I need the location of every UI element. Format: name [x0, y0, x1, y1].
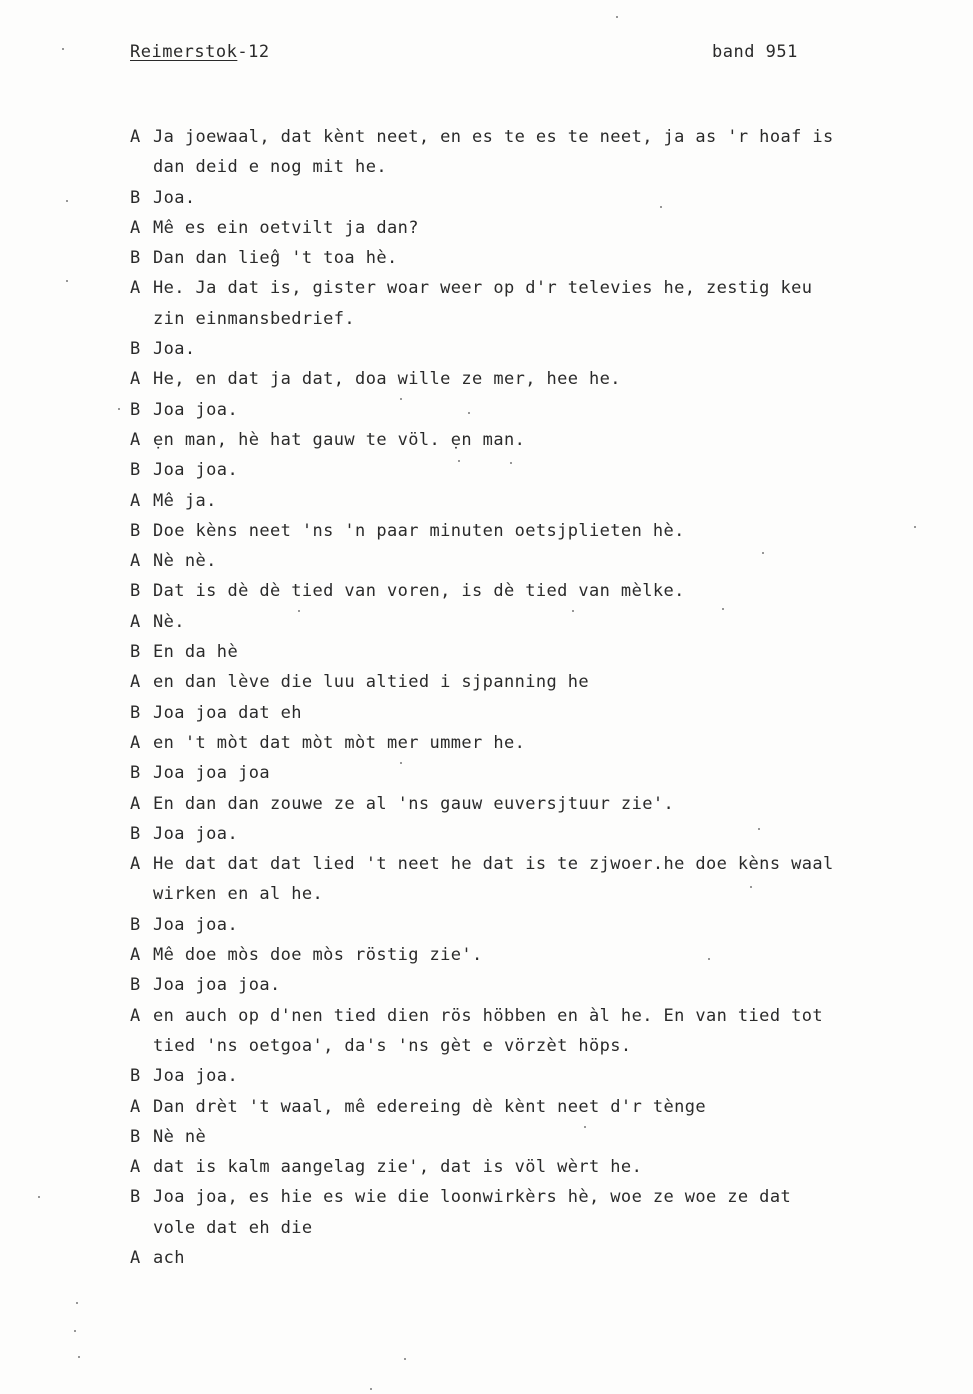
scan-speck	[370, 1388, 372, 1390]
speaker-label: A	[130, 1247, 141, 1268]
scan-speck	[572, 610, 574, 612]
scan-speck	[510, 462, 512, 464]
utterance-text: He dat dat dat lied 't neet he dat is te zjwoer.he doe kèns waal	[153, 854, 834, 875]
document-title-number: -12	[237, 42, 270, 62]
scan-speck	[708, 958, 710, 960]
transcript-line	[130, 425, 960, 455]
transcript-line	[130, 758, 960, 788]
speaker-label: B	[130, 248, 141, 269]
transcript-line-continuation	[130, 879, 960, 909]
scan-speck	[298, 610, 300, 612]
utterance-text: Joa joa, es hie es wie die loonwirkèrs hè, woe ze woe ze dat	[153, 1187, 792, 1208]
transcript-line	[130, 819, 960, 849]
utterance-text: vole dat eh die	[153, 1217, 313, 1238]
speaker-label: B	[130, 520, 141, 541]
utterance-text: dat is kalm aangelag zie', dat is völ wèrt he.	[153, 1157, 643, 1178]
speaker-label: B	[130, 581, 141, 602]
scan-speck	[914, 526, 916, 528]
speaker-label: A	[130, 217, 141, 238]
speaker-label: B	[130, 399, 141, 420]
speaker-label: A	[130, 732, 141, 753]
utterance-text: Joa joa joa	[153, 763, 270, 784]
speaker-label: A	[130, 945, 141, 966]
transcript-line-continuation	[130, 304, 960, 334]
scan-speck	[404, 1358, 406, 1360]
utterance-text: Dat is dè dè tied van voren, is dè tied van mèlke.	[153, 581, 685, 602]
speaker-label: B	[130, 1066, 141, 1087]
transcript-line	[130, 1061, 960, 1091]
utterance-text: en auch op d'nen tied dien rös höbben en àl he. En van tied tot	[153, 1005, 823, 1026]
speaker-label: A	[130, 1096, 141, 1117]
utterance-text: En da hè	[153, 642, 239, 663]
transcript-line	[130, 243, 960, 273]
transcript-line	[130, 183, 960, 213]
transcript-line	[130, 1092, 960, 1122]
utterance-text: Mê es ein oetvilt ja dan?	[153, 217, 419, 238]
transcript-line	[130, 728, 960, 758]
speaker-label: A	[130, 369, 141, 390]
utterance-text: Doe kèns neet 'ns 'n paar minuten oetsjplieten hè.	[153, 520, 685, 541]
document-title-name: Reimerstok	[130, 42, 238, 62]
transcript-body	[130, 122, 960, 1273]
scan-speck	[660, 206, 662, 208]
utterance-text: Joa joa.	[153, 460, 239, 481]
utterance-text: En dan dan zouwe ze al 'ns gauw euversjtuur zie'.	[153, 793, 675, 814]
scan-speck	[400, 398, 402, 400]
scan-speck	[66, 200, 68, 202]
scan-speck	[66, 280, 68, 282]
speaker-label: A	[130, 429, 141, 450]
scan-speck	[400, 762, 402, 764]
utterance-text: wirken en al he.	[153, 884, 324, 905]
speaker-label: A	[130, 672, 141, 693]
scan-speck	[468, 412, 470, 414]
utterance-text: Dan dan lieĝ 't toa hè.	[153, 248, 398, 269]
speaker-label: B	[130, 1126, 141, 1147]
speaker-label: A	[130, 551, 141, 572]
scan-speck	[584, 1126, 586, 1128]
speaker-label: B	[130, 763, 141, 784]
utterance-text: ach	[153, 1247, 185, 1268]
scan-speck	[74, 1330, 76, 1332]
speaker-label: B	[130, 823, 141, 844]
transcript-line-continuation	[130, 1213, 960, 1243]
scan-speck	[458, 460, 460, 462]
transcript-line	[130, 516, 960, 546]
speaker-label: B	[130, 914, 141, 935]
utterance-text: Ja joewaal, dat kènt neet, en es te es te neet, ja as 'r hoaf is	[153, 127, 834, 147]
scan-speck	[76, 1302, 78, 1304]
utterance-text: Nè.	[153, 611, 185, 632]
transcript-line-continuation	[130, 152, 960, 182]
utterance-text: zin einmansbedrief.	[153, 308, 356, 329]
utterance-text: Joa joa.	[153, 1066, 239, 1087]
transcript-line	[130, 455, 960, 485]
utterance-text: Joa joa joa.	[153, 975, 281, 996]
speaker-label: A	[130, 1157, 141, 1178]
transcript-line	[130, 667, 960, 697]
utterance-text: He, en dat ja dat, doa wille ze mer, hee he.	[153, 369, 621, 390]
transcript-line	[130, 273, 960, 303]
speaker-label: A	[130, 1005, 141, 1026]
speaker-label: A	[130, 127, 141, 147]
utterance-text: Mê ja.	[153, 490, 217, 511]
transcript-line	[130, 1243, 960, 1273]
scan-speck	[62, 48, 64, 50]
transcript-line	[130, 698, 960, 728]
utterance-text: Nè nè	[153, 1126, 207, 1147]
utterance-text: Joa.	[153, 339, 196, 360]
speaker-label: A	[130, 278, 141, 299]
utterance-text: en dan lève die luu altied i sjpanning he	[153, 672, 590, 693]
utterance-text: Joa joa.	[153, 914, 239, 935]
utterance-text: ẹn man, hè hat gauw te völ. ẹn man.	[153, 429, 526, 450]
transcript-line	[130, 970, 960, 1000]
transcript-line	[130, 637, 960, 667]
scan-speck	[38, 1196, 40, 1198]
transcript-line	[130, 1182, 960, 1212]
utterance-text: tied 'ns oetgoa', da's 'ns gèt e vörzèt höps.	[153, 1035, 632, 1056]
utterance-text: Joa joa dat eh	[153, 702, 302, 723]
transcript-line	[130, 1152, 960, 1182]
document-title	[130, 42, 270, 62]
scan-speck	[118, 408, 120, 410]
utterance-text: He. Ja dat is, gister woar weer op d'r televies he, zestig keu	[153, 278, 813, 299]
speaker-label: B	[130, 702, 141, 723]
transcript-line	[130, 486, 960, 516]
transcript-line	[130, 1001, 960, 1031]
transcript-line	[130, 576, 960, 606]
utterance-text: Joa.	[153, 187, 196, 208]
transcript-line-continuation	[130, 1031, 960, 1061]
speaker-label: B	[130, 642, 141, 663]
speaker-label: B	[130, 460, 141, 481]
transcript-line	[130, 122, 960, 152]
transcript-line	[130, 395, 960, 425]
scan-speck	[78, 1356, 80, 1358]
scan-speck	[616, 16, 618, 18]
utterance-text: Joa joa.	[153, 823, 239, 844]
speaker-label: B	[130, 975, 141, 996]
utterance-text: dan deid e nog mit he.	[153, 157, 387, 178]
utterance-text: Joa joa.	[153, 399, 239, 420]
transcript-line	[130, 789, 960, 819]
speaker-label: B	[130, 339, 141, 360]
transcript-line	[130, 364, 960, 394]
utterance-text: en 't mòt dat mòt mòt mer ummer he.	[153, 732, 526, 753]
scan-speck	[750, 886, 752, 888]
utterance-text: Nè nè.	[153, 551, 217, 572]
speaker-label: A	[130, 854, 141, 875]
scan-speck	[722, 608, 724, 610]
transcript-line	[130, 607, 960, 637]
transcript-line	[130, 940, 960, 970]
transcript-line	[130, 213, 960, 243]
scan-speck	[762, 552, 764, 554]
speaker-label: B	[130, 187, 141, 208]
utterance-text: Mê doe mòs doe mòs röstig zie'.	[153, 945, 483, 966]
speaker-label: B	[130, 1187, 141, 1208]
tape-band-label: band 951	[712, 42, 798, 62]
utterance-text: Dan drèt 't waal, mê edereing dè kènt neet d'r tènge	[153, 1096, 707, 1117]
transcript-line	[130, 334, 960, 364]
transcript-line	[130, 910, 960, 940]
scan-speck	[758, 828, 760, 830]
transcript-line	[130, 1122, 960, 1152]
transcript-line	[130, 546, 960, 576]
speaker-label: A	[130, 490, 141, 511]
transcript-line	[130, 849, 960, 879]
speaker-label: A	[130, 611, 141, 632]
speaker-label: A	[130, 793, 141, 814]
